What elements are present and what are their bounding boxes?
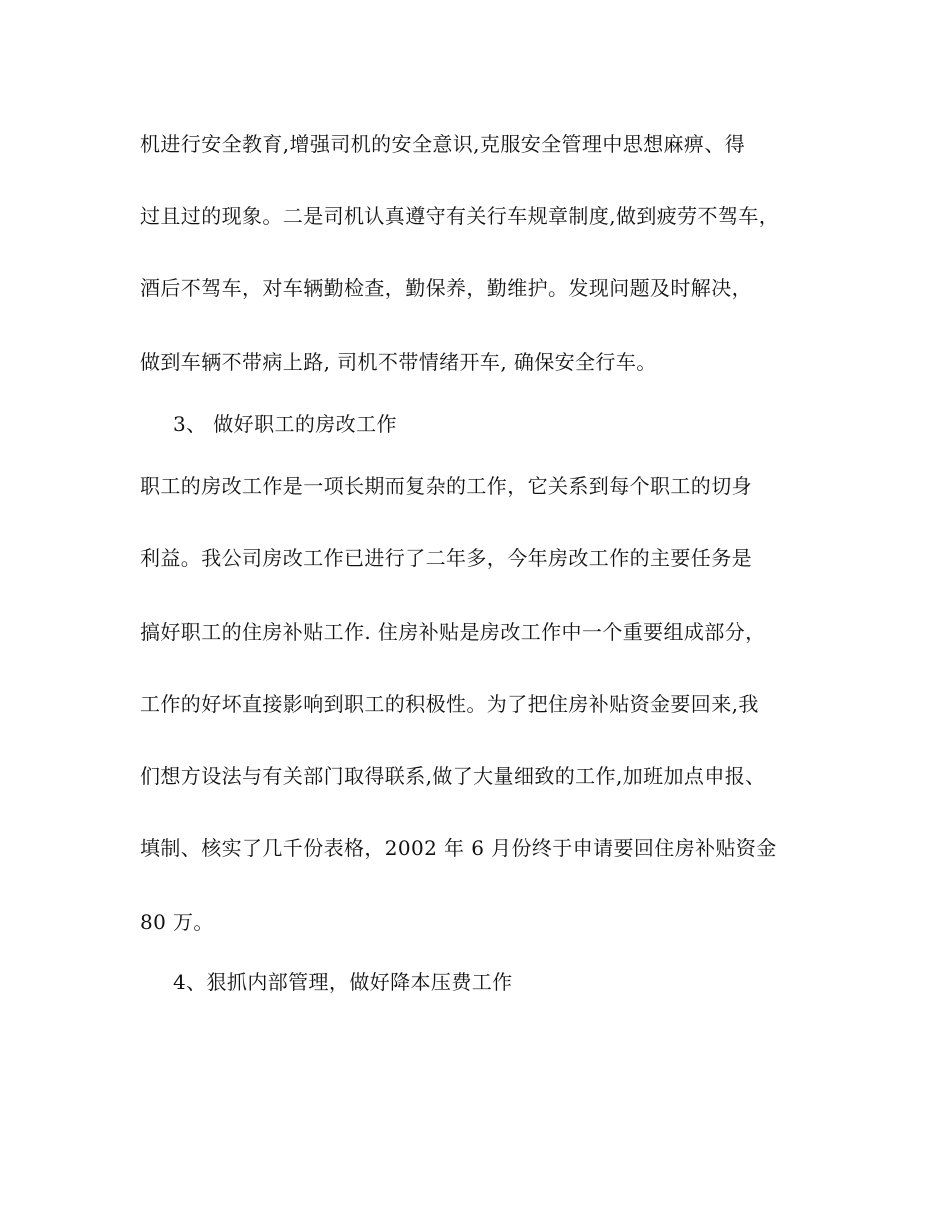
paragraph-line-6: 利益。我公司房改工作已进行了二年多，今年房改工作的主要任务是 [140,546,752,570]
section-heading-4: 4、狠抓内部管理，做好降本压费工作 [173,970,513,994]
paragraph-line-5: 职工的房改工作是一项长期而复杂的工作，它关系到每个职工的切身 [140,474,752,498]
paragraph-line-9: 们想方设法与有关部门取得联系,做了大量细致的工作,加班加点申报、 [140,764,766,788]
paragraph-line-4: 做到车辆不带病上路, 司机不带情绪开车, 确保安全行车。 [140,350,657,374]
paragraph-line-3: 酒后不驾车，对车辆勤检查，勤保养，勤维护。发现问题及时解决， [140,276,752,300]
paragraph-line-1: 机进行安全教育,增强司机的安全意识,克服安全管理中思想麻痹、得 [140,132,746,156]
paragraph-line-7: 搞好职工的住房补贴工作. 住房补贴是房改工作中一个重要组成部分， [140,620,766,644]
paragraph-line-10: 填制、核实了几千份表格，2002 年 6 月份终于申请要回住房补贴资金 [140,836,777,860]
paragraph-line-2: 过且过的现象。二是司机认真遵守有关行车规章制度,做到疲劳不驾车， [140,204,780,228]
section-heading-3: 3、 做好职工的房改工作 [173,412,397,436]
paragraph-line-11: 80 万。 [140,910,214,934]
paragraph-line-8: 工作的好坏直接影响到职工的积极性。为了把住房补贴资金要回来,我 [140,692,759,716]
